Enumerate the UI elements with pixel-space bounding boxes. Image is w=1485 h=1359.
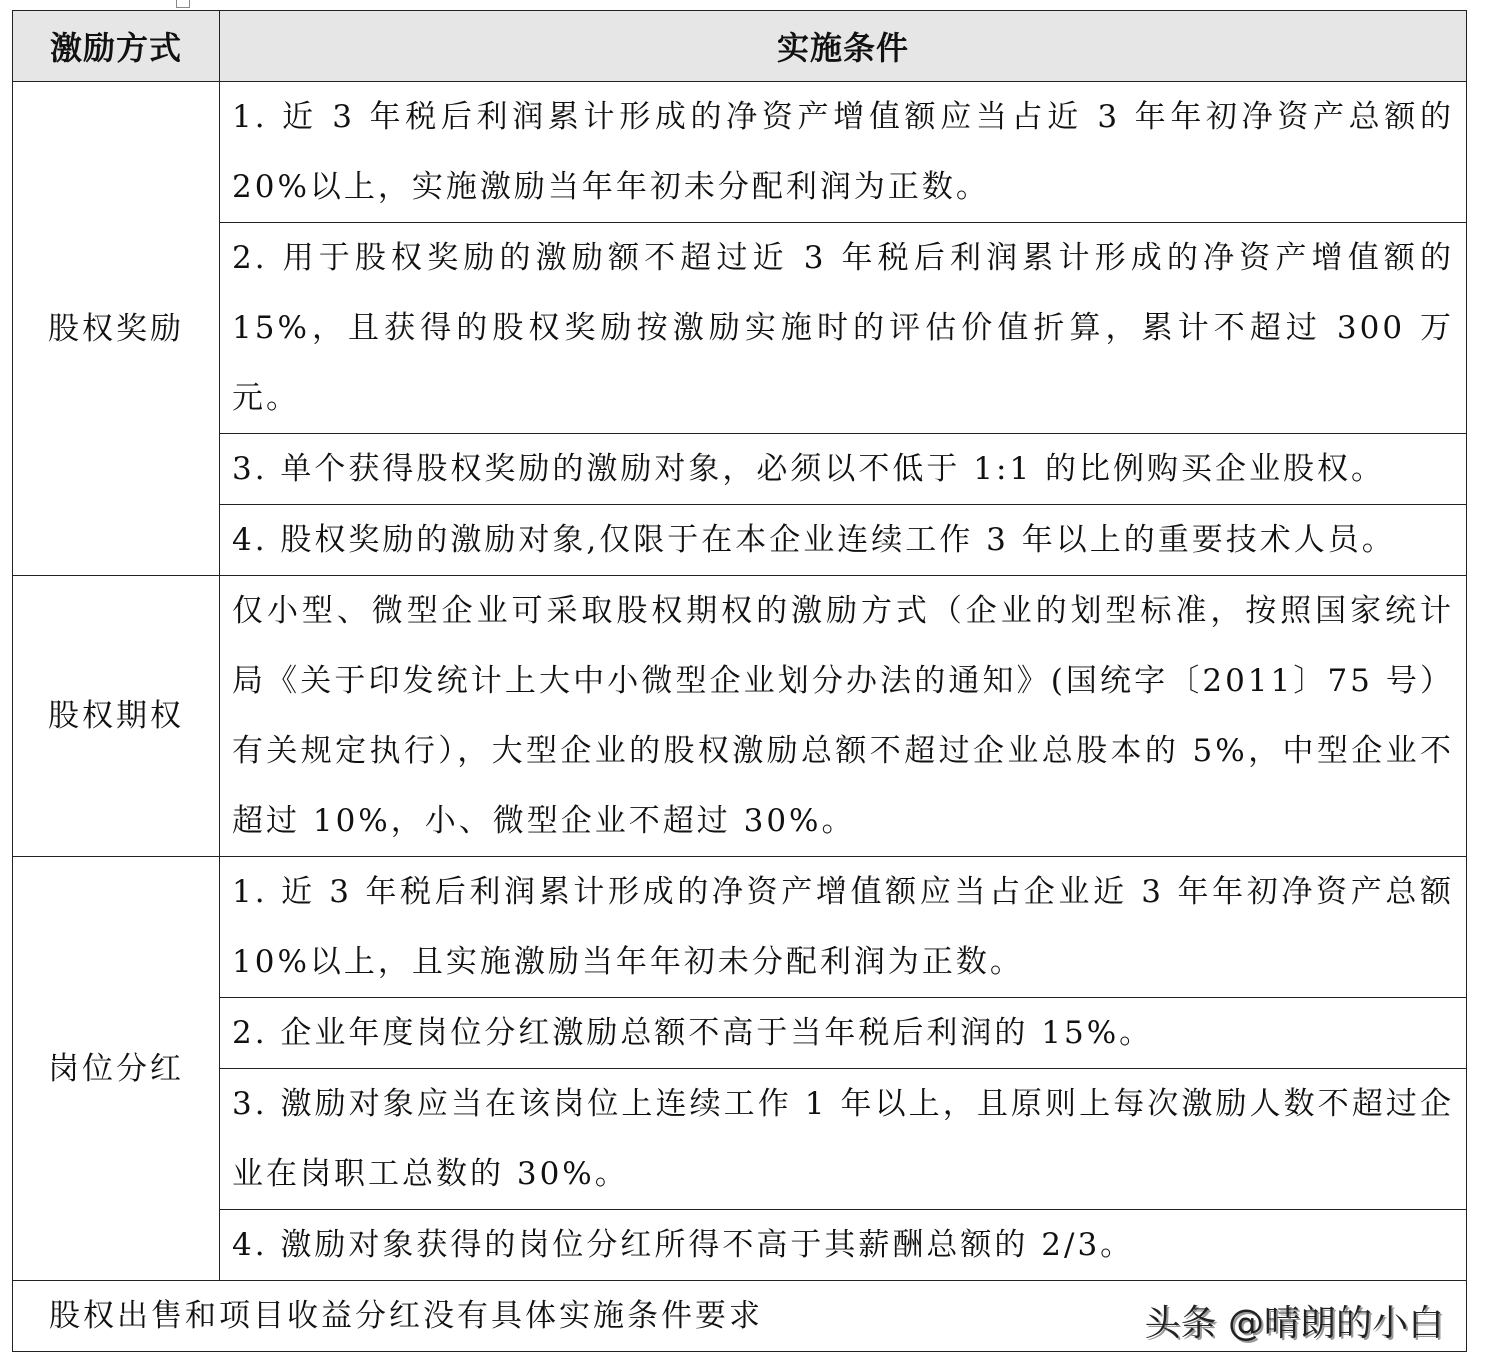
watermark: 头条 @晴朗的小白 <box>1144 1303 1444 1344</box>
method-cell: 岗位分红 <box>13 857 220 1281</box>
table-row <box>13 505 1467 576</box>
table-row <box>13 1210 1467 1281</box>
table-header-row <box>13 11 1467 82</box>
condition-cell: 2. 企业年度岗位分红激励总额不高于当年税后利润的 15%。 <box>220 998 1467 1069</box>
condition-cell: 1. 近 3 年税后利润累计形成的净资产增值额应当占近 3 年年初净资产总额的 20%以上，实施激励当年年初未分配利润为正数。 <box>220 82 1467 223</box>
method-cell: 股权期权 <box>13 576 220 857</box>
condition-cell: 仅小型、微型企业可采取股权期权的激励方式（企业的划型标准，按照国家统计局《关于印发统计上大中小微型企业划分办法的通知》(国统字〔2011〕75 号）有关规定执行），大型企业的股权激励总额不超过企业总股本的 5%，中型企业不超过 10%，小、微型企业不超过 30%。 <box>220 576 1467 857</box>
footer-note: 股权出售和项目收益分红没有具体实施条件要求 <box>49 1298 763 1334</box>
condition-cell: 1. 近 3 年税后利润累计形成的净资产增值额应当占企业近 3 年年初净资产总额 10%以上，且实施激励当年年初未分配利润为正数。 <box>220 857 1467 998</box>
table-row <box>13 998 1467 1069</box>
table-row <box>13 1069 1467 1210</box>
condition-cell: 2. 用于股权奖励的激励额不超过近 3 年税后利润累计形成的净资产增值额的 15%，且获得的股权奖励按激励实施时的评估价值折算，累计不超过 300 万元。 <box>220 223 1467 434</box>
table-row <box>13 857 1467 998</box>
condition-cell: 4. 激励对象获得的岗位分红所得不高于其薪酬总额的 2/3。 <box>220 1210 1467 1281</box>
header-method: 激励方式 <box>13 11 220 82</box>
header-conditions: 实施条件 <box>220 11 1467 82</box>
table-move-handle[interactable] <box>176 0 190 8</box>
condition-cell: 3. 单个获得股权奖励的激励对象，必须以不低于 1:1 的比例购买企业股权。 <box>220 434 1467 505</box>
footer-cell <box>13 1281 1467 1352</box>
table-footer-row <box>13 1281 1467 1352</box>
table-row <box>13 434 1467 505</box>
condition-cell: 4. 股权奖励的激励对象,仅限于在本企业连续工作 3 年以上的重要技术人员。 <box>220 505 1467 576</box>
method-cell: 股权奖励 <box>13 82 220 576</box>
incentive-conditions-table <box>12 10 1467 1352</box>
table-row <box>13 82 1467 223</box>
table-row <box>13 223 1467 434</box>
condition-cell: 3. 激励对象应当在该岗位上连续工作 1 年以上，且原则上每次激励人数不超过企业在岗职工总数的 30%。 <box>220 1069 1467 1210</box>
table-row <box>13 576 1467 857</box>
